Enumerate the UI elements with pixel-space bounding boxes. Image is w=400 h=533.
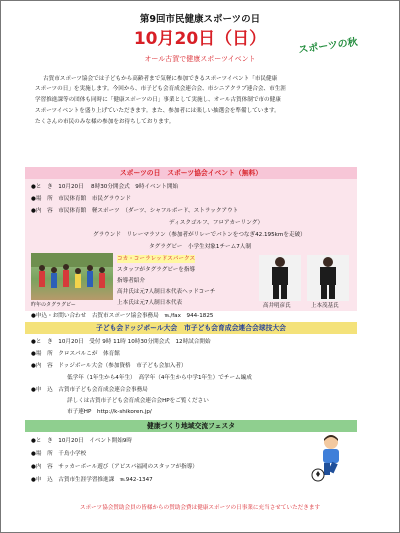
event-subtitle: オール古賀で健康スポーツイベント xyxy=(144,55,256,63)
s3-row-1: ●と き 10月20日 イベント開始9時 xyxy=(31,438,132,444)
s1-row-1: ●と き 10月20日 8時30分開会式 9時イベント開始 xyxy=(31,184,179,190)
photo-caption: 昨年のタグラグビー xyxy=(31,302,76,308)
s1-row-2: ●場 所 市民体育館 市民グラウンド xyxy=(31,196,131,202)
intro-line-4: スポーツイベントを盛り上げていただきます。また、参加者には楽しい抽選会を準備しています。 xyxy=(35,108,280,114)
s1-row-10: 高井氏は元7人制日本代表ヘッドコーチ xyxy=(117,289,216,295)
coach1-photo xyxy=(259,255,301,301)
section2-title: 子ども会ドッジボール大会 市子ども会育成会連合会球技大会 xyxy=(96,324,286,332)
s1-row-5: グラウンド リレーマラソン（参加者がリレーでバトンをつなぎ42.195kmを走破） xyxy=(93,232,306,238)
section1-title: スポーツの日 スポーツ協会イベント（無料） xyxy=(119,169,263,177)
s2-row-5: ●申 込 古賀市子ども会育成会連合会事務局 xyxy=(31,387,148,393)
intro-line-1: 古賀市スポーツ協会では子どもから高齢者まで気軽に参加できるスポーツイベント「市民健康 xyxy=(43,76,278,82)
s2-row-2: ●場 所 クロスパルこが 体育館 xyxy=(31,351,120,357)
coach2-figure xyxy=(307,255,349,301)
s2-row-4: 低学年（1年生から4年生） 高学年（4年生から中学1年生）でチーム編成 xyxy=(67,375,252,381)
s2-row-1: ●と き 10月20日 受付 9時 11時 10時30分開会式 12時試合開始 xyxy=(31,339,211,345)
soccer-player-icon xyxy=(307,433,351,483)
s1-row-9: 指導者紹介 xyxy=(117,278,145,284)
s1-contact: ●申込・お問い合わせ 古賀市スポーツ協会事務局 ℡/fax 944-1825 xyxy=(31,313,214,319)
s2-row-6: 詳しくは古賀市子ども会育成会連合会HPをご覧ください xyxy=(67,398,209,404)
event-edition: 第9回市民健康スポーツの日 xyxy=(139,14,261,25)
event-date: 10月20日（日） xyxy=(133,29,267,49)
s1-row-7: コカ・コーラレッドスパークス xyxy=(117,256,196,262)
footer-note: スポーツ協会賛助会員の皆様からの賛助会費は健康スポーツの日事業に充当させていただきます xyxy=(79,505,321,511)
soccer-kid-illustration xyxy=(307,433,351,483)
s1-row-3: ●内 容 市民体育館 軽スポーツ （ダーツ、シャフルボード、ストラックアウト xyxy=(31,208,239,214)
kids-playing-illustration xyxy=(31,253,113,300)
intro-line-3: 学習推進課等の団体も同時に「健康スポーツの日」事業として実施し、オール古賀体制で市の健康 xyxy=(35,97,281,103)
s1-row-11: 上本氏は元7人制日本代表 xyxy=(117,300,183,306)
s2-row-7: 市子連HP http://k-shikoren.jp/ xyxy=(67,409,152,415)
s1-row-8: スタッフがタグラグビーを指導 xyxy=(117,267,196,273)
s3-row-4: ●申 込 古賀市生涯学習推進課 ℡942-1347 xyxy=(31,477,153,483)
coach2-photo xyxy=(307,255,349,301)
coach2-name: 上本茂基氏 xyxy=(311,303,339,309)
coach1-name: 高井明彦氏 xyxy=(263,303,291,309)
s3-row-2: ●場 所 千鳥小学校 xyxy=(31,451,87,457)
s1-row-4: ディスクゴルフ、フロアカーリング） xyxy=(169,220,264,226)
intro-line-5: たくさんの市民のみな様の参加をお待ちしております。 xyxy=(35,119,175,125)
event-tagline: スポーツの秋 xyxy=(297,36,359,57)
tag-rugby-photo xyxy=(31,253,113,300)
intro-line-2: スポーツの日」を実施します。今回から、市子ども会育成会連合会、市シニアクラブ連合会、市生涯 xyxy=(35,86,286,92)
s2-row-3: ●内 容 ドッジボール大会（参加資格 市子ども会加入者） xyxy=(31,363,187,369)
section3-title: 健康づくり地域交流フェスタ xyxy=(146,422,236,430)
s3-row-3: ●内 容 サッカーボール遊び（アビスパ福岡のスタッフが指導） xyxy=(31,464,198,470)
s1-row-6: タグラグビー 小学生対象1チーム7人制 xyxy=(149,244,251,250)
coach1-figure xyxy=(259,255,301,301)
